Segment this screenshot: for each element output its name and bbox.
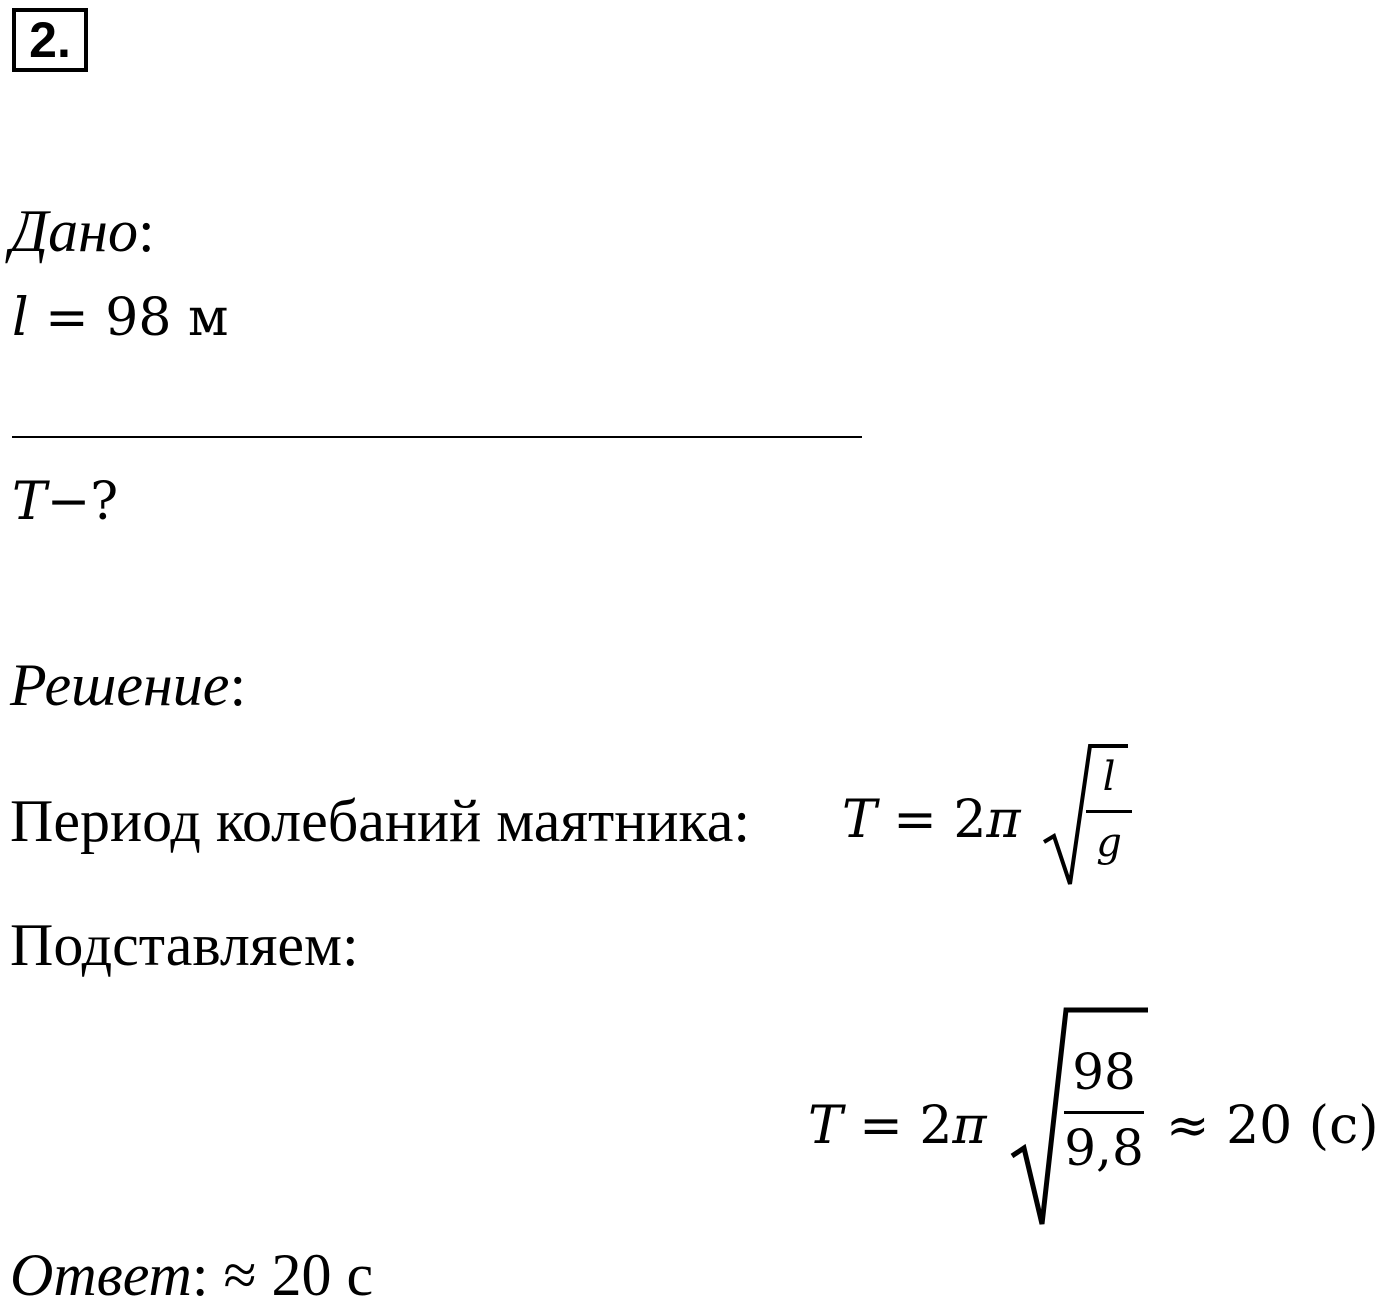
calc-numerator: 98 xyxy=(1072,1043,1136,1101)
answer-label: Ответ xyxy=(10,1242,192,1308)
find-variable: T xyxy=(12,472,47,532)
given-colon: : xyxy=(137,198,155,264)
period-fraction xyxy=(1086,750,1132,880)
given-heading xyxy=(10,196,155,266)
period-denominator: g xyxy=(1096,820,1122,866)
calc-variable: T xyxy=(808,1096,843,1156)
calc-denominator: 9,8 xyxy=(1064,1119,1144,1177)
period-formula xyxy=(842,788,1021,852)
period-pi: π xyxy=(986,790,1021,850)
given-length xyxy=(12,286,228,350)
solution-label: Решение xyxy=(10,652,230,718)
calc-eq: = 2 xyxy=(842,1096,953,1156)
calc-fraction-bar xyxy=(1064,1111,1144,1114)
period-eq: = 2 xyxy=(876,790,987,850)
length-variable: l xyxy=(12,288,29,348)
substitute-text: Подставляем: xyxy=(10,912,359,978)
answer-value: ≈ 20 с xyxy=(208,1242,374,1308)
find-line xyxy=(12,470,118,534)
calc-fraction xyxy=(1064,1040,1144,1180)
period-lhs: T xyxy=(842,790,877,850)
answer-line xyxy=(10,1240,373,1310)
period-fraction-bar xyxy=(1086,810,1132,813)
calc-lhs xyxy=(808,1094,987,1158)
given-label: Дано xyxy=(10,198,138,264)
period-text: Период колебаний маятника: xyxy=(10,788,751,854)
solution-colon: : xyxy=(229,652,247,718)
calc-pi: π xyxy=(952,1096,987,1156)
calc-result: ≈ 20 (с) xyxy=(1166,1096,1379,1156)
find-question: −? xyxy=(46,472,119,532)
answer-colon: : xyxy=(191,1242,209,1308)
problem-number: 2. xyxy=(12,8,88,72)
solution-heading xyxy=(10,650,246,720)
period-numerator: l xyxy=(1102,754,1116,800)
length-value: = 98 м xyxy=(28,288,229,348)
given-divider xyxy=(12,436,862,438)
